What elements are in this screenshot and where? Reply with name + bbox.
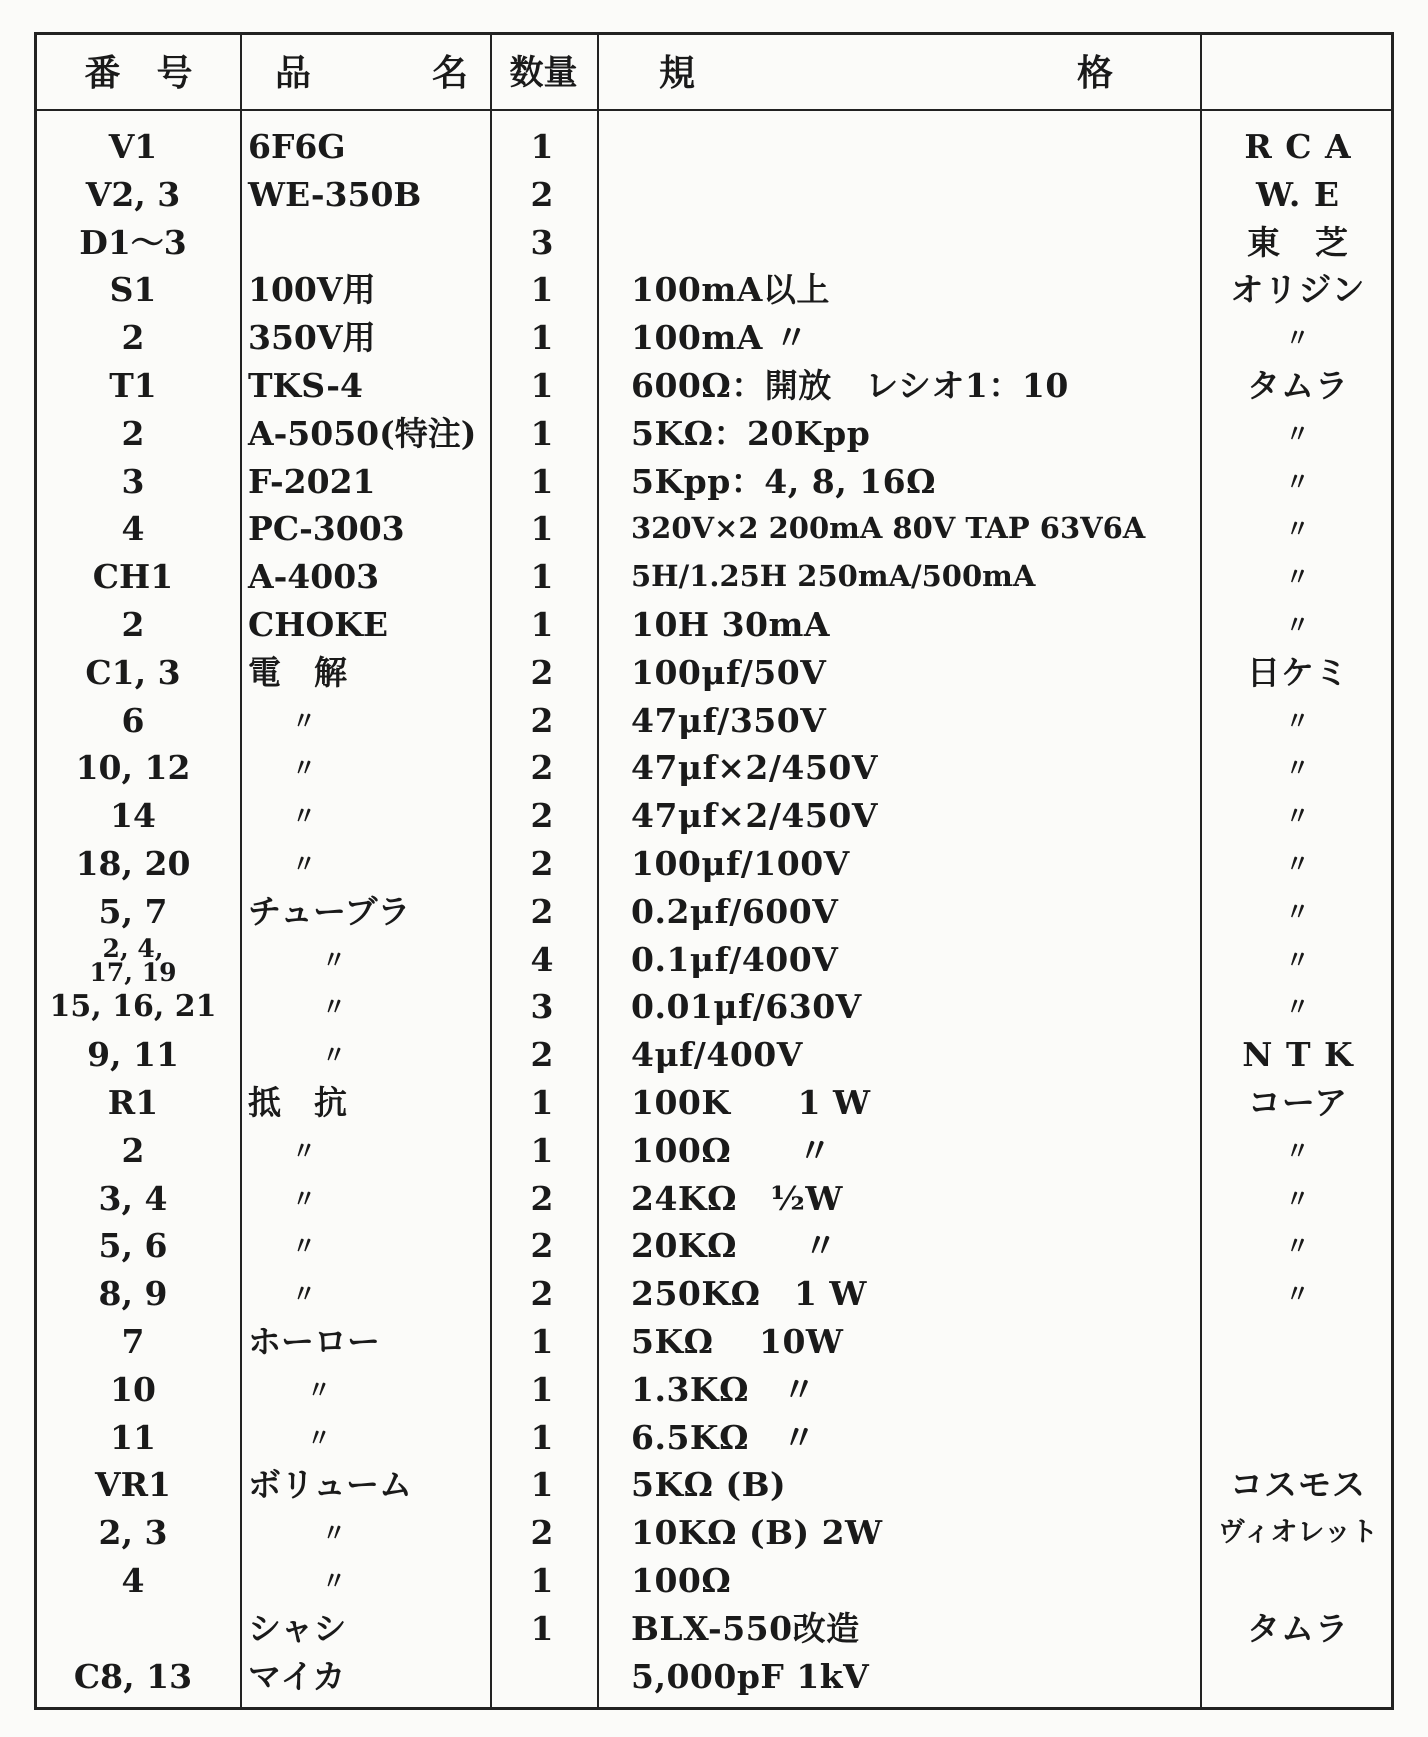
part-number: 4 — [121, 1560, 145, 1600]
part-maker: 〃 — [1285, 896, 1311, 926]
part-spec: 47μf×2/450V — [631, 796, 878, 836]
part-spec: 5KΩ：20Kpp — [631, 413, 871, 453]
part-maker: 〃 — [1285, 562, 1311, 592]
part-number: 18, 20 — [75, 843, 191, 883]
part-name: 〃 — [322, 1040, 346, 1070]
table-row — [37, 171, 1391, 219]
table-row — [37, 410, 1391, 458]
part-quantity: 2 — [530, 748, 554, 788]
part-maker: コスモス — [1230, 1465, 1366, 1505]
part-quantity: 1 — [530, 604, 554, 644]
part-spec: 5Kpp：4, 8, 16Ω — [631, 461, 936, 501]
part-spec — [605, 171, 1135, 219]
part-quantity: 2 — [530, 1178, 554, 1218]
part-name: 電 解 — [248, 652, 347, 692]
table-row — [37, 888, 1391, 936]
table-row — [37, 314, 1391, 362]
part-spec: 100K 1 W — [631, 1082, 871, 1122]
part-quantity: 2 — [530, 652, 554, 692]
part-name: 〃 — [292, 848, 316, 878]
part-spec: 100Ω — [631, 1560, 732, 1600]
table-row — [37, 1222, 1391, 1270]
header-maker — [1200, 35, 1394, 111]
part-spec: BLX-550改造 — [631, 1608, 860, 1648]
part-name: 〃 — [292, 801, 316, 831]
table-row — [37, 744, 1391, 792]
table-row — [37, 1366, 1391, 1414]
part-maker: 〃 — [1285, 848, 1311, 878]
part-spec: 4μf/400V — [631, 1035, 803, 1075]
part-quantity: 1 — [530, 1560, 554, 1600]
part-maker: 〃 — [1285, 753, 1311, 783]
part-spec: 1.3KΩ 〃 — [631, 1369, 816, 1409]
header-name-right: 名 — [432, 52, 469, 94]
part-maker: 〃 — [1285, 1135, 1311, 1165]
part-quantity: 1 — [530, 557, 554, 597]
header-number: 番 号 — [84, 52, 193, 94]
part-maker: コーア — [1247, 1082, 1349, 1122]
part-number: 10 — [110, 1369, 156, 1409]
part-number: 6 — [121, 700, 145, 740]
part-number: 3 — [121, 461, 145, 501]
part-number: S1 — [109, 270, 157, 310]
part-number: 5, 7 — [98, 891, 168, 931]
part-spec: 24KΩ ½W — [631, 1178, 843, 1218]
table-row — [37, 266, 1391, 314]
part-quantity: 2 — [530, 174, 554, 214]
part-quantity: 1 — [530, 365, 554, 405]
part-quantity: 3 — [530, 987, 554, 1027]
part-number: 15, 16, 21 — [49, 989, 217, 1025]
part-quantity: 2 — [530, 700, 554, 740]
part-quantity: 1 — [530, 270, 554, 310]
part-spec: 600Ω：開放 レシオ1：10 — [631, 365, 1069, 405]
part-quantity: 1 — [530, 127, 554, 166]
part-number — [37, 933, 229, 987]
part-name: 〃 — [292, 1279, 316, 1309]
parts-list-table — [34, 32, 1394, 1710]
part-spec: 100μf/100V — [631, 843, 850, 883]
part-maker: 〃 — [1285, 418, 1311, 448]
part-name: TKS-4 — [248, 365, 363, 405]
part-maker — [1202, 1366, 1394, 1414]
part-name: 〃 — [322, 944, 346, 974]
part-maker: 〃 — [1285, 1279, 1311, 1309]
part-name: WE-350B — [248, 174, 422, 214]
part-maker: オリジン — [1230, 270, 1366, 310]
part-number: 2 — [121, 413, 145, 453]
part-quantity — [492, 1653, 592, 1701]
part-name: 〃 — [292, 753, 316, 783]
part-maker: 〃 — [1285, 466, 1311, 496]
part-maker: R C A — [1244, 127, 1352, 166]
part-name: 350V用 — [248, 318, 376, 358]
part-name: 〃 — [292, 705, 316, 735]
part-number: VR1 — [95, 1465, 171, 1505]
part-spec: 5KΩ (B) — [631, 1465, 787, 1505]
table-row — [37, 1461, 1391, 1509]
part-name: 〃 — [307, 1374, 331, 1404]
part-number: 2 — [121, 318, 145, 358]
part-quantity: 1 — [530, 1321, 554, 1361]
part-number: 2 — [121, 1130, 145, 1170]
part-spec: 100Ω 〃 — [631, 1130, 832, 1170]
part-quantity: 1 — [530, 1130, 554, 1170]
part-number-line1: 2, 4, — [102, 933, 164, 963]
part-spec: 10KΩ (B) 2W — [631, 1513, 883, 1553]
header-quantity: 数量 — [509, 53, 578, 93]
part-number: 3, 4 — [98, 1178, 168, 1218]
part-name: 〃 — [292, 1183, 316, 1213]
part-maker: タムラ — [1247, 1608, 1349, 1648]
part-maker: W. E — [1255, 174, 1341, 214]
part-spec: 250KΩ 1 W — [631, 1274, 867, 1314]
part-number: R1 — [107, 1082, 159, 1122]
part-spec: 320V×2 200mA 80V TAP 63V6A — [631, 511, 1146, 546]
table-row — [37, 1079, 1391, 1127]
table-row — [37, 1270, 1391, 1318]
part-name: 〃 — [292, 1231, 316, 1261]
table-row — [37, 1031, 1391, 1079]
table-row — [37, 649, 1391, 697]
part-name: 〃 — [292, 1135, 316, 1165]
part-quantity: 1 — [530, 1608, 554, 1648]
part-number: C8, 13 — [73, 1656, 193, 1696]
part-number: D1〜3 — [79, 222, 187, 262]
part-spec — [605, 219, 1135, 267]
table-row — [37, 697, 1391, 745]
part-number: 9, 11 — [87, 1035, 179, 1075]
table-row — [37, 1653, 1391, 1701]
part-quantity: 2 — [530, 843, 554, 883]
table-row — [37, 505, 1391, 553]
part-quantity: 2 — [530, 1226, 554, 1266]
header-spec-left: 規 — [659, 52, 696, 94]
part-spec: 5KΩ 10W — [631, 1321, 844, 1361]
part-number: V1 — [108, 127, 158, 166]
table-body — [37, 123, 1391, 1700]
part-name — [242, 219, 482, 267]
part-quantity: 2 — [530, 891, 554, 931]
part-maker — [1202, 1414, 1394, 1462]
part-quantity: 1 — [530, 413, 554, 453]
part-number: 14 — [110, 796, 156, 836]
table-row — [37, 219, 1391, 267]
part-maker: 〃 — [1285, 323, 1311, 353]
part-maker — [1202, 1318, 1394, 1366]
part-spec: 100mA 〃 — [631, 318, 809, 358]
table-row — [37, 1175, 1391, 1223]
part-spec: 47μf/350V — [631, 700, 827, 740]
part-number: 11 — [110, 1417, 156, 1457]
part-maker: N T K — [1242, 1035, 1354, 1075]
part-name: 100V用 — [248, 270, 376, 310]
part-number: T1 — [109, 365, 157, 405]
part-number: C1, 3 — [85, 652, 181, 692]
part-name: 6F6G — [248, 127, 346, 166]
part-quantity: 4 — [530, 939, 554, 979]
part-quantity: 2 — [530, 1035, 554, 1075]
table-row — [37, 458, 1391, 506]
part-number: 8, 9 — [98, 1274, 168, 1314]
part-maker — [1202, 1653, 1394, 1701]
part-number: 10, 12 — [75, 748, 191, 788]
part-name: ボリューム — [248, 1465, 413, 1505]
part-maker: 〃 — [1285, 609, 1311, 639]
part-name: 〃 — [322, 1518, 346, 1548]
part-name: 〃 — [307, 1422, 331, 1452]
table-row — [37, 840, 1391, 888]
part-quantity: 1 — [530, 1417, 554, 1457]
part-name: CHOKE — [248, 604, 389, 644]
table-row — [37, 1605, 1391, 1653]
part-name: PC-3003 — [248, 509, 405, 549]
part-number: 7 — [121, 1321, 145, 1361]
part-number: V2, 3 — [85, 174, 181, 214]
part-name: F-2021 — [248, 461, 376, 501]
part-number — [37, 1605, 229, 1653]
part-maker: ヴィオレット — [1217, 1517, 1379, 1549]
part-maker: 〃 — [1285, 514, 1311, 544]
part-name: A-4003 — [248, 557, 380, 597]
part-spec: 47μf×2/450V — [631, 748, 878, 788]
part-name: A-5050(特注) — [248, 413, 477, 453]
part-name: 抵 抗 — [248, 1082, 347, 1122]
part-quantity: 1 — [530, 509, 554, 549]
part-number: 2, 3 — [98, 1513, 168, 1553]
part-maker: 〃 — [1285, 944, 1311, 974]
part-spec: 100mA以上 — [631, 270, 830, 310]
part-spec: 10H 30mA — [631, 604, 831, 644]
header-spec-right: 格 — [1077, 52, 1114, 94]
table-row — [37, 1318, 1391, 1366]
table-row — [37, 1127, 1391, 1175]
table-row — [37, 1557, 1391, 1605]
part-quantity: 2 — [530, 796, 554, 836]
part-spec: 0.2μf/600V — [631, 891, 839, 931]
part-name: マイカ — [248, 1656, 346, 1696]
part-number: 4 — [121, 509, 145, 549]
part-maker: 〃 — [1285, 992, 1311, 1022]
part-maker: 東 芝 — [1247, 222, 1349, 262]
part-number-stack — [89, 933, 177, 987]
part-quantity: 2 — [530, 1274, 554, 1314]
table-row — [37, 983, 1391, 1031]
part-quantity: 1 — [530, 1369, 554, 1409]
part-spec — [605, 123, 1135, 171]
table-row — [37, 123, 1391, 171]
part-quantity: 2 — [530, 1513, 554, 1553]
part-maker — [1202, 1557, 1394, 1605]
header-name-left: 品 — [275, 52, 312, 94]
part-name: 〃 — [322, 992, 346, 1022]
part-maker: 日ケミ — [1247, 652, 1349, 692]
part-quantity: 1 — [530, 461, 554, 501]
table-row — [37, 792, 1391, 840]
part-number: 5, 6 — [98, 1226, 168, 1266]
part-maker: タムラ — [1247, 365, 1349, 405]
table-row — [37, 1509, 1391, 1557]
part-number: CH1 — [92, 557, 174, 597]
part-spec: 6.5KΩ 〃 — [631, 1417, 816, 1457]
part-spec: 20KΩ 〃 — [631, 1226, 838, 1266]
part-name: 〃 — [322, 1565, 346, 1595]
part-spec: 5H/1.25H 250mA/500mA — [631, 559, 1036, 594]
part-spec: 0.01μf/630V — [631, 987, 862, 1027]
part-maker: 〃 — [1285, 1231, 1311, 1261]
part-quantity: 1 — [530, 1465, 554, 1505]
table-row — [37, 362, 1391, 410]
part-name: シャシ — [248, 1608, 347, 1648]
part-spec: 5,000pF 1kV — [631, 1656, 870, 1696]
table-row — [37, 553, 1391, 601]
table-row — [37, 601, 1391, 649]
table-row — [37, 1414, 1391, 1462]
part-name: ホーロー — [248, 1321, 380, 1361]
part-spec: 0.1μf/400V — [631, 939, 839, 979]
part-maker: 〃 — [1285, 801, 1311, 831]
part-maker: 〃 — [1285, 705, 1311, 735]
table-row — [37, 933, 1391, 987]
part-number-line2: 17, 19 — [89, 957, 177, 987]
part-spec: 100μf/50V — [631, 652, 827, 692]
table-header — [37, 35, 1391, 111]
part-quantity: 1 — [530, 1082, 554, 1122]
part-name: チューブラ — [248, 891, 411, 931]
part-number: 2 — [121, 604, 145, 644]
part-quantity: 3 — [530, 222, 554, 262]
part-quantity: 1 — [530, 318, 554, 358]
part-maker: 〃 — [1285, 1183, 1311, 1213]
